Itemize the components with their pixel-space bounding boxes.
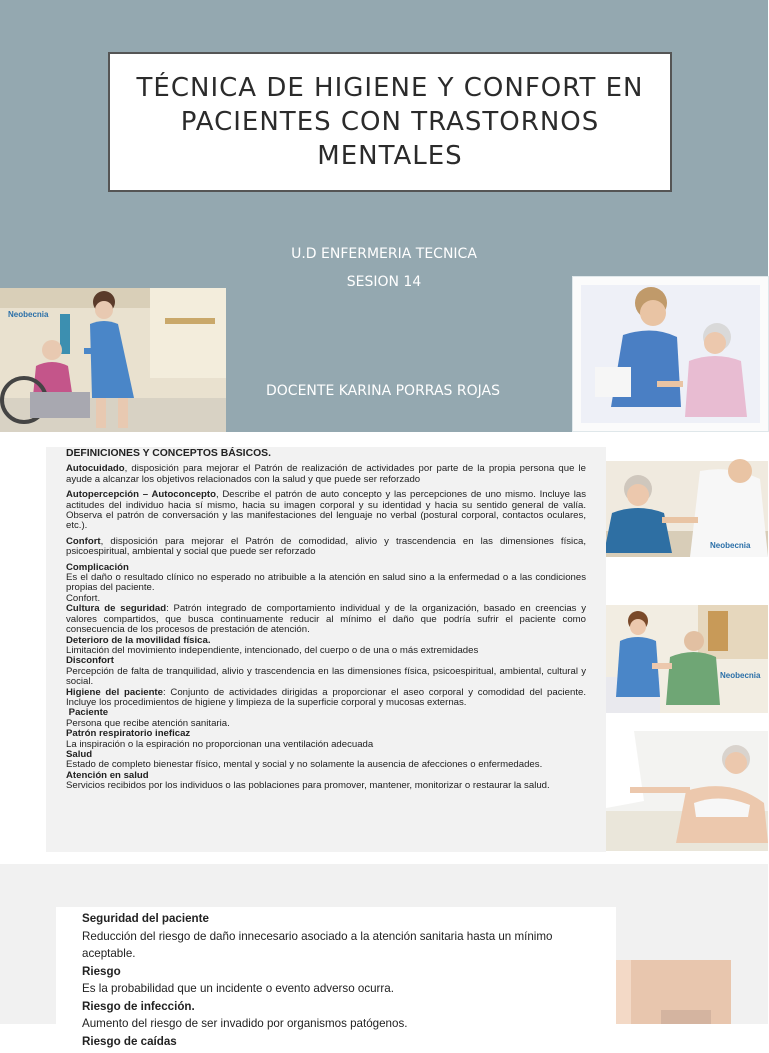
brand-logo: Neobecnia	[720, 671, 761, 680]
term-label: Riesgo de infección.	[82, 999, 195, 1013]
term-text: , disposición para mejorar el Patrón de realización de actividades por parte de la propia persona que le ayude a alcanzar los objetivos relacionados con la salud y que puede ser reforzado	[66, 463, 586, 485]
term-text: Percepción de falta de tranquilidad, alivio y trascendencia en las dimensiones física, psicoespiritual, ambiental, cultural y social.	[66, 665, 586, 688]
term-text: Servicios recibidos por los individuos o las poblaciones para promover, mantener, monitorizar o restaurar la salud.	[66, 780, 550, 792]
term-label: Higiene del paciente	[66, 686, 163, 698]
term-label: Deterioro de la movilidad física.	[66, 634, 211, 646]
title-box	[108, 52, 672, 192]
term-label: Atención en salud	[66, 769, 149, 781]
nurse-wheelchair-photo	[0, 288, 226, 432]
brand-logo: Neobecnia	[710, 541, 751, 550]
term-text: Confort.	[66, 592, 101, 604]
term-label: Riesgo de caídas	[82, 1034, 177, 1048]
term-text: Es el daño o resultado clínico no esperado no atribuible a la atención en salud sino a la enfermedad o a las condiciones propias del paciente.	[66, 572, 586, 594]
definition-confort	[66, 537, 586, 558]
term-text: Persona que recibe atención sanitaria.	[66, 717, 230, 729]
term-label: Complicación	[66, 561, 129, 573]
term-label: Seguridad del paciente	[82, 912, 209, 925]
term-text: Reducción del riesgo de daño innecesario asociado a la atención sanitaria hasta un mínimo aceptable.	[82, 929, 553, 960]
term-label: Riesgo	[82, 964, 121, 978]
term-text: : Patrón integrado de comportamiento individual y de la organización, basado en creencias y valores compartidos, que busca continuamente reducir al mínimo el daño que podría sufrir el paciente como consecuencia de los procesos de prestación de atención.	[66, 603, 586, 636]
nurse-bathroom-photo	[590, 605, 768, 713]
session-label: SESION 14	[346, 274, 422, 290]
term-text: Estado de completo bienestar físico, mental y social y no solamente la ausencia de afecciones o enfermedades.	[66, 759, 543, 771]
term-text: , Describe el patrón de auto concepto y las percepciones de uno mismo. Incluye las actitudes del individuo hacia sí mismo, hacia su imagen corporal y su identidad y hacia su sentido general de valía. Observa el patrón de conversación y las manifestaciones del lenguaje no verbal (postural corporal, contactos oculares, etc.).	[66, 489, 586, 532]
nurse-elderly-photo	[572, 276, 769, 432]
definition-autopercepcion	[66, 490, 586, 532]
definitions-heading: DEFINICIONES Y CONCEPTOS BÁSICOS.	[66, 448, 271, 459]
definitions-text-block	[46, 447, 606, 852]
unit-label: U.D ENFERMERIA TECNICA	[291, 246, 477, 262]
term-label: Disconfort	[66, 655, 114, 667]
slide-title-heading: TÉCNICA DE HIGIENE Y CONFORT EN PACIENTES CON TRASTORNOS MENTALES	[136, 73, 644, 171]
definition-autocuidado	[66, 464, 586, 485]
nurse-patient-chair-photo	[590, 461, 768, 557]
term-label: Cultura de seguridad	[66, 603, 167, 615]
slide-title	[0, 0, 768, 432]
term-label: Patrón respiratorio ineficaz	[66, 728, 191, 740]
term-text: : Conjunto de actividades dirigidas a proporcionar el aseo corporal y comodidad del paciente. Incluye los procedimientos de higiene y limpieza de la superficie corporal y mucosas externas.	[66, 686, 586, 708]
term-text: La inspiración o la espiración no proporcionan una ventilación adecuada	[66, 738, 374, 750]
term-label: Paciente	[68, 707, 109, 719]
term-label: Salud	[66, 748, 93, 760]
term-label: Autopercepción – Autoconcepto	[66, 489, 216, 501]
brand-logo: Neobecnia	[8, 310, 49, 319]
term-text: Aumento del riesgo de ser invadido por organismos patógenos.	[82, 1017, 408, 1030]
safety-text-block	[56, 907, 616, 1048]
definition-list	[66, 563, 586, 792]
term-text: , disposición para mejorar el Patrón de comodidad, alivio y trascendencia en las dimensiones física, psicoespiritual, ambiental y social que puede ser reforzado	[66, 535, 586, 558]
term-text: Es la probabilidad que un incidente o evento adverso ocurra.	[82, 982, 394, 995]
term-label: Autocuidado	[66, 463, 125, 475]
term-text: Limitación del movimiento independiente, intencionado, del cuerpo o de una o más extremidades	[66, 644, 479, 656]
term-label: Confort	[66, 535, 101, 547]
teacher-label: DOCENTE KARINA PORRAS ROJAS	[266, 383, 500, 399]
nurse-bedside-photo	[590, 731, 768, 851]
